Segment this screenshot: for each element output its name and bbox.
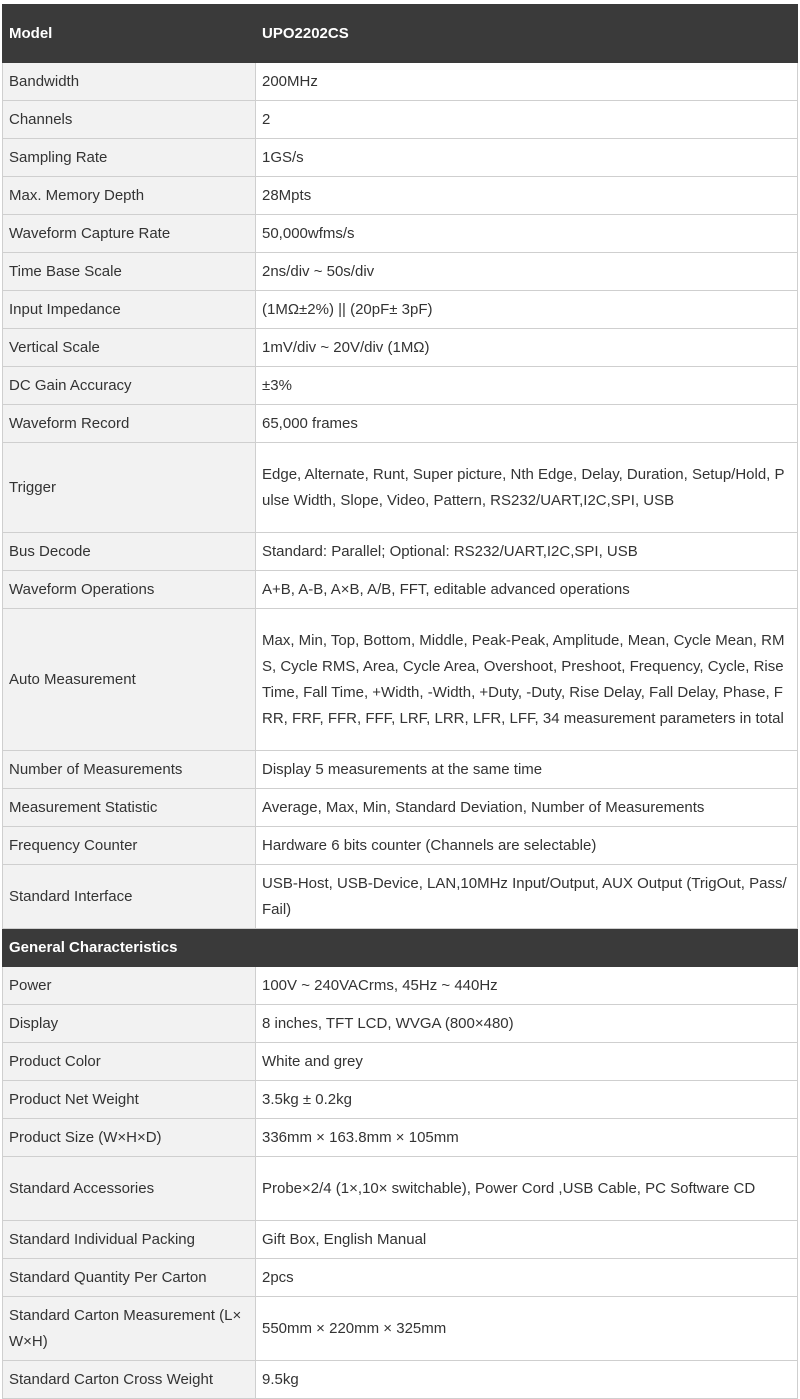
spec-value: 100V ~ 240VACrms, 45Hz ~ 440Hz <box>256 967 798 1005</box>
table-row <box>3 1005 798 1043</box>
spec-value: 9.5kg <box>256 1361 798 1399</box>
table-row <box>3 789 798 827</box>
spec-label: Waveform Record <box>3 405 256 443</box>
spec-value: 2 <box>256 101 798 139</box>
spec-label: Waveform Capture Rate <box>3 215 256 253</box>
table-row <box>3 1297 798 1361</box>
table-row <box>3 1259 798 1297</box>
spec-table <box>2 4 798 1399</box>
spec-value: 1mV/div ~ 20V/div (1MΩ) <box>256 329 798 367</box>
table-row <box>3 1119 798 1157</box>
table-row <box>3 865 798 929</box>
spec-value: Standard: Parallel; Optional: RS232/UART,I2C,SPI, USB <box>256 533 798 571</box>
spec-label: Standard Carton Measurement (L×W×H) <box>3 1297 256 1361</box>
spec-value: 28Mpts <box>256 177 798 215</box>
table-row <box>3 139 798 177</box>
spec-label: Frequency Counter <box>3 827 256 865</box>
table-row <box>3 533 798 571</box>
spec-label: Waveform Operations <box>3 571 256 609</box>
table-row <box>3 253 798 291</box>
spec-value: 336mm × 163.8mm × 105mm <box>256 1119 798 1157</box>
spec-label: Standard Accessories <box>3 1157 256 1221</box>
spec-label: Standard Individual Packing <box>3 1221 256 1259</box>
table-row <box>3 367 798 405</box>
spec-label: Number of Measurements <box>3 751 256 789</box>
spec-value: Probe×2/4 (1×,10× switchable), Power Cord ,USB Cable, PC Software CD <box>256 1157 798 1221</box>
header-label: Model <box>3 5 256 63</box>
table-row <box>3 101 798 139</box>
spec-value: Average, Max, Min, Standard Deviation, Number of Measurements <box>256 789 798 827</box>
table-row <box>3 571 798 609</box>
header-value: UPO2202CS <box>256 5 798 63</box>
table-row <box>3 177 798 215</box>
table-row <box>3 443 798 533</box>
spec-label: Bus Decode <box>3 533 256 571</box>
spec-value: (1MΩ±2%) || (20pF± 3pF) <box>256 291 798 329</box>
spec-label: Standard Quantity Per Carton <box>3 1259 256 1297</box>
spec-label: Measurement Statistic <box>3 789 256 827</box>
spec-value: 550mm × 220mm × 325mm <box>256 1297 798 1361</box>
spec-value: 200MHz <box>256 63 798 101</box>
spec-value: 50,000wfms/s <box>256 215 798 253</box>
spec-label: Auto Measurement <box>3 609 256 751</box>
spec-value: White and grey <box>256 1043 798 1081</box>
spec-value: Gift Box, English Manual <box>256 1221 798 1259</box>
spec-label: DC Gain Accuracy <box>3 367 256 405</box>
spec-value: 2pcs <box>256 1259 798 1297</box>
table-row <box>3 405 798 443</box>
spec-label: Product Size (W×H×D) <box>3 1119 256 1157</box>
section-title: General Characteristics <box>3 929 798 967</box>
table-row <box>3 63 798 101</box>
table-row <box>3 967 798 1005</box>
spec-value: Max, Min, Top, Bottom, Middle, Peak-Peak, Amplitude, Mean, Cycle Mean, RMS, Cycle RMS, Area, Cycle Area, Overshoot, Preshoot, Frequency, Cycle, Rise Time, Fall Time, +Width, -Width, +Duty, -Duty, Rise Delay, Fall Delay, Phase, FRR, FRF, FFR, FFF, LRF, LRR, LFR, LFF, 34 measurement parameters in total <box>256 609 798 751</box>
spec-label: Max. Memory Depth <box>3 177 256 215</box>
table-row <box>3 827 798 865</box>
table-header-row <box>3 5 798 63</box>
spec-label: Power <box>3 967 256 1005</box>
table-row <box>3 215 798 253</box>
spec-label: Display <box>3 1005 256 1043</box>
spec-value: 3.5kg ± 0.2kg <box>256 1081 798 1119</box>
spec-value: 2ns/div ~ 50s/div <box>256 253 798 291</box>
spec-label: Product Color <box>3 1043 256 1081</box>
table-row <box>3 751 798 789</box>
spec-value: Display 5 measurements at the same time <box>256 751 798 789</box>
spec-label: Sampling Rate <box>3 139 256 177</box>
spec-label: Standard Carton Cross Weight <box>3 1361 256 1399</box>
table-row <box>3 609 798 751</box>
table-row <box>3 1157 798 1221</box>
spec-value: A+B, A-B, A×B, A/B, FFT, editable advanced operations <box>256 571 798 609</box>
spec-value: ±3% <box>256 367 798 405</box>
table-row <box>3 1221 798 1259</box>
spec-value: 8 inches, TFT LCD, WVGA (800×480) <box>256 1005 798 1043</box>
spec-label: Input Impedance <box>3 291 256 329</box>
table-row <box>3 1081 798 1119</box>
section-header-row <box>3 929 798 967</box>
spec-label: Vertical Scale <box>3 329 256 367</box>
table-row <box>3 1361 798 1399</box>
spec-label: Standard Interface <box>3 865 256 929</box>
spec-label: Product Net Weight <box>3 1081 256 1119</box>
spec-value: USB-Host, USB-Device, LAN,10MHz Input/Output, AUX Output (TrigOut, Pass/Fail) <box>256 865 798 929</box>
spec-value: 1GS/s <box>256 139 798 177</box>
spec-value: 65,000 frames <box>256 405 798 443</box>
spec-value: Edge, Alternate, Runt, Super picture, Nth Edge, Delay, Duration, Setup/Hold, Pulse Width, Slope, Video, Pattern, RS232/UART,I2C,SPI, USB <box>256 443 798 533</box>
spec-value: Hardware 6 bits counter (Channels are selectable) <box>256 827 798 865</box>
table-row <box>3 291 798 329</box>
table-row <box>3 329 798 367</box>
spec-label: Trigger <box>3 443 256 533</box>
spec-label: Channels <box>3 101 256 139</box>
spec-label: Bandwidth <box>3 63 256 101</box>
spec-label: Time Base Scale <box>3 253 256 291</box>
table-row <box>3 1043 798 1081</box>
